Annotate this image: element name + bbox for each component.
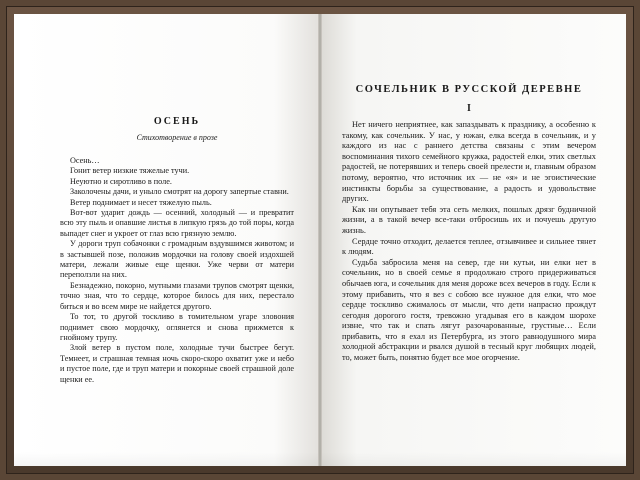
right-page-title: СОЧЕЛЬНИК В РУССКОЙ ДЕРЕВНЕ: [355, 84, 583, 95]
paragraph: Сердце точно отходит, делается теплее, отзывчивее и сильнее тянет к людям.: [342, 236, 596, 257]
paragraph: То тот, то другой тоскливо в томительном угаре зловония поднимет свою мордочку, оглянется и снова прижмется к гнойному трупу.: [60, 312, 294, 342]
paragraph: У дороги труп собачонки с громадным вздувшимся животом; и в застывшей позе, положив мордочки на голову своей издохшей матери, лежали живые еще щенки. Уже черви от матери переползли на них.: [60, 239, 294, 280]
paragraph: Заколочены дачи, и уныло смотрят на дорогу запертые ставни.: [70, 187, 289, 197]
paragraph: Ветер поднимает и несет тяжелую пыль.: [70, 197, 212, 207]
paragraph: Осень…: [70, 156, 100, 165]
page-shade: [320, 452, 626, 466]
paragraph: Как ни опутывает тебя эта сеть мелких, пошлых дрязг будничной жизни, а в такой вечер все-таки отбросишь их и почуешь другую жизнь.: [342, 204, 596, 235]
paragraph: Нет ничего неприятнее, как запаздывать к празднику, а особенно к такому, как сочельник. У нас, у южан, елка всегда в сочельник, и у каждого из нас с раннего детства связаны с этим вечером воспоминания тихого семейного кружка, радостей елки, этих светлых радостей, не потерявших и теперь своей прелести и, главным образом потому, вероятно, что источник их — не «я» и не эгоистические инстинкты борьбы за существование, а радость и удовольствие других.: [342, 120, 596, 204]
page-shade: [14, 452, 320, 466]
paragraph: Судьба забросила меня на север, где ни кутьи, ни елки нет в сочельник, но в своей семье я продолжаю строго придерживаться обычаев юга, и сочельник для меня дороже всех вечеров в году. Если к этому прибавить, что я вез с собою все нужное для елки, что мое сердце тоскливо сжималось от мысли, что дети напрасно прождут сегодня дорогого гостя, тревожно угадывая его в каждом шорохе извне, что так и спать лягут разочарованные, грустные… Если прибавить, что я ехал из Петербурга, из этого равнодушного мира холодной абстракции и рвался душой в тесный круг любящих людей, то, может быть, понятно будет все мое огорчение.: [342, 257, 596, 363]
paragraph: Безнадежно, покорно, мутными глазами трупов смотрят щенки, точно зная, что то сердце, которое билось для них, перестало биться и во всем мире не найдется другого.: [60, 280, 294, 311]
left-page-subtitle: Стихотворение в прозе: [136, 133, 218, 142]
chapter-number: I: [467, 103, 471, 114]
left-page-text: [60, 156, 294, 385]
paragraph: Гонит ветер низкие тяжелые тучи.: [70, 166, 190, 176]
paragraph: Злой ветер в пустом поле, холодные тучи быстрее бегут. Темнеет, и страшная темная ночь скоро-скоро охватит уже и небо и пустое поле, где и труп матери и покорные своей страшной доле щенки ее.: [60, 343, 294, 384]
left-page-title: ОСЕНЬ: [153, 116, 201, 127]
book-frame: [6, 6, 634, 474]
book-gutter: [318, 14, 322, 466]
paragraph: Неуютно и сиротливо в поле.: [70, 176, 172, 186]
left-page: [14, 14, 320, 466]
right-page-text: [342, 120, 596, 364]
book-spread: [14, 14, 626, 466]
paragraph: Вот-вот ударит дождь — осенний, холодный — и превратит всю эту пыль и опавшие листья в липкую грязь до той поры, когда выпадет снег и укроет от глаз всю грязную землю.: [60, 208, 294, 238]
right-page: [320, 14, 626, 466]
